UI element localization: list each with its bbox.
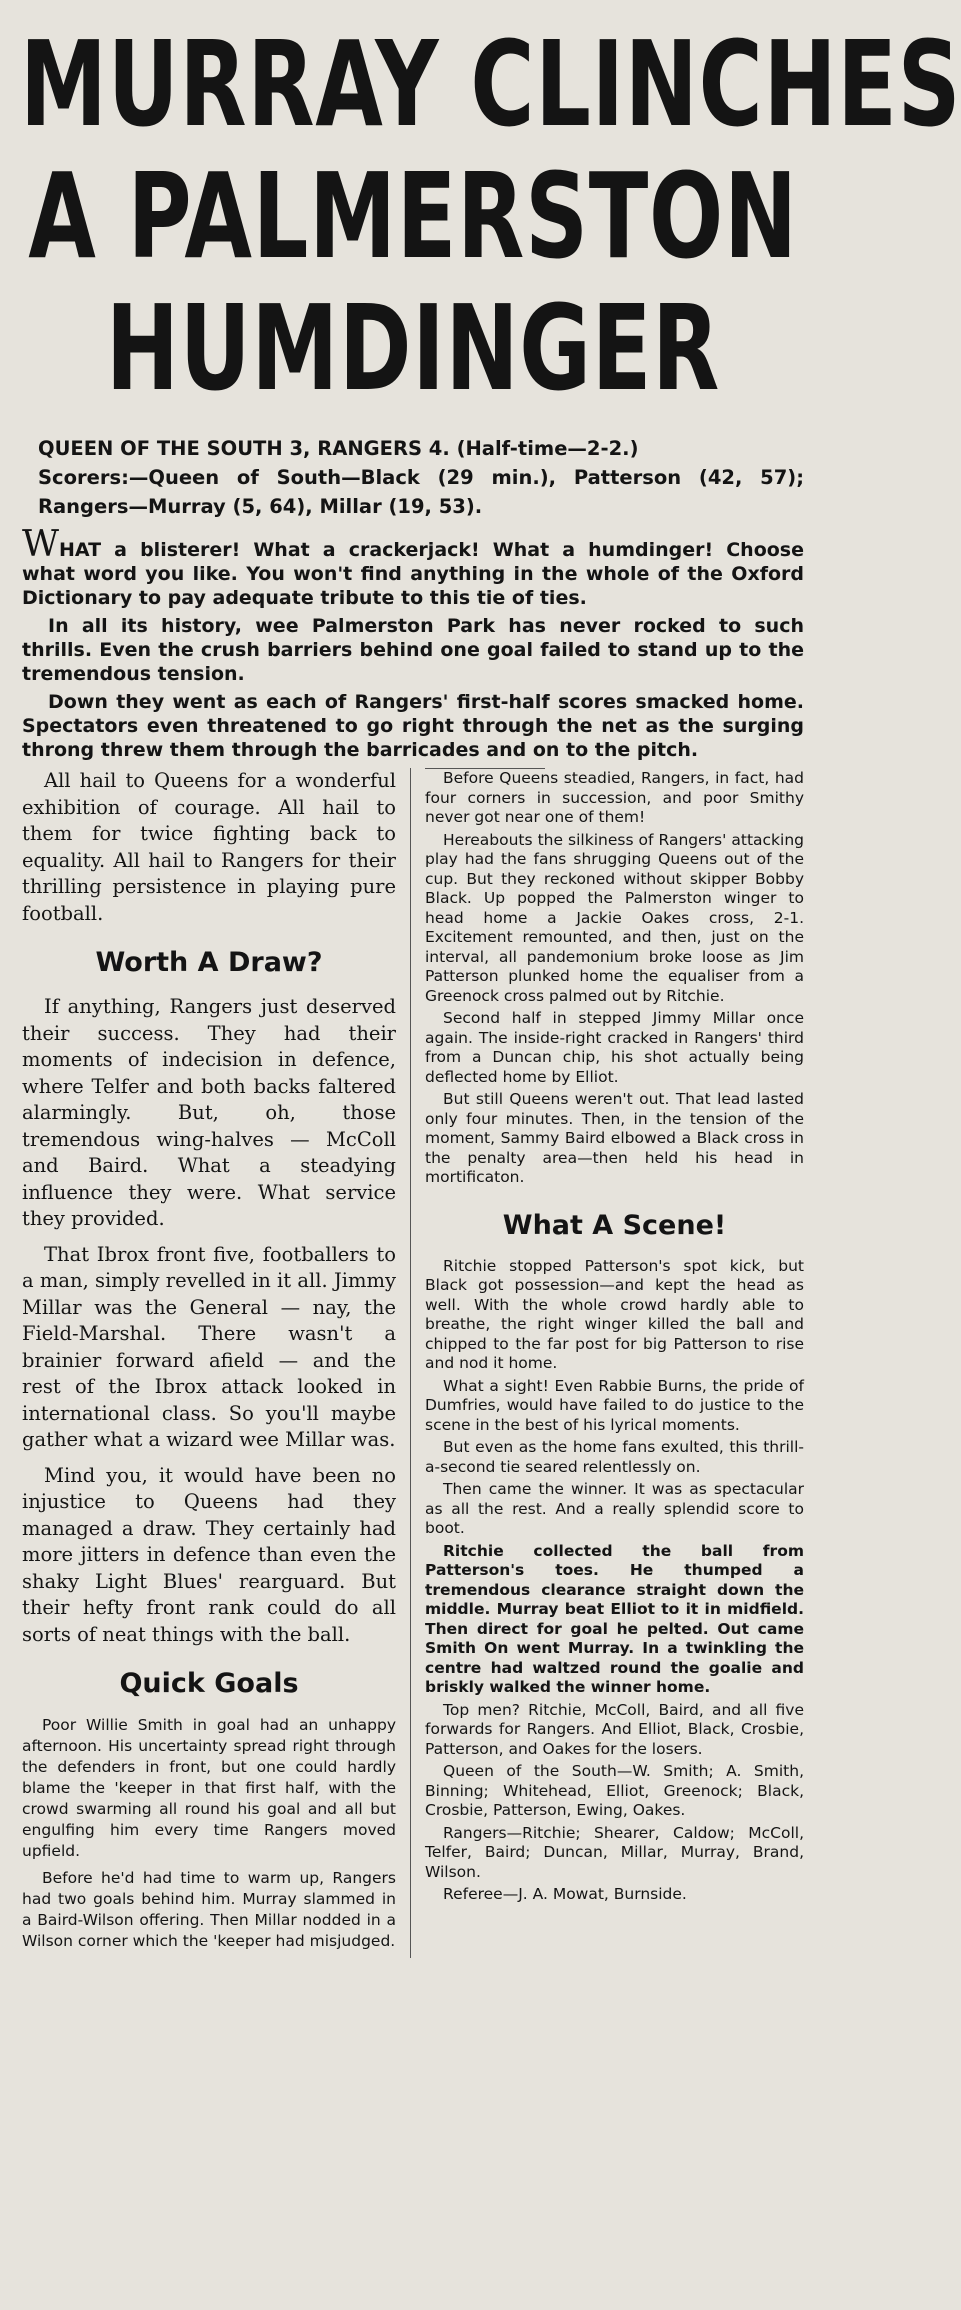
left-paragraph-4: Mind you, it would have been no injustice to Queens had they managed a draw. They certainly had more jitters in defence than even the shaky Light Blues' rearguard. But their hefty front rank could do all sorts of neat things with the ball.: [22, 1463, 396, 1646]
intro-paragraph-2: In all its history, wee Palmerston Park has never rocked to such thrills. Even the crush barriers behind one goal failed to stand up to the tremendous tension.: [22, 615, 804, 685]
subhead-quick-goals: Quick Goals: [119, 1668, 299, 1699]
right-paragraph-1: Before Queens steadied, Rangers, in fact, had four corners in succession, and poor Smithy never got near one of them!: [425, 769, 804, 826]
left-column: [22, 768, 410, 1958]
right-paragraph-5: Ritchie stopped Patterson's spot kick, but Black got possession—and kept the head as well. With the whole crowd hardly able to breathe, the right winger killed the ball and chipped to the far post for big Patterson to rise and nod it home.: [425, 1256, 804, 1372]
subhead-what-a-scene: What A Scene!: [502, 1209, 727, 1241]
scorers: Scorers:—Queen of South—Black (29 min.), Patterson (42, 57); Rangers—Murray (5, 64), Millar (19, 53).: [38, 466, 804, 518]
referee: Referee—J. A. Mowat, Burnside.: [443, 1885, 687, 1903]
right-paragraph-3: Second half in stepped Jimmy Millar once again. The inside-right cracked in Rangers' third from a Duncan chip, his shot actually being deflected home by Elliot.: [425, 1009, 804, 1086]
right-paragraph-4: But still Queens weren't out. That lead lasted only four minutes. Then, in the tension of the moment, Sammy Baird elbowed a Black cross in the penalty area—then held his head in mortificaton.: [425, 1090, 804, 1186]
intro-paragraph-1-text: HAT a blisterer! What a crackerjack! What a humdinger! Choose what word you like. You won't find anything in the whole of the Oxford Dictionary to pay adequate tribute to this tie of ties.: [22, 539, 804, 609]
right-column: [410, 768, 804, 1958]
drop-cap: W: [22, 524, 60, 565]
article-columns: [22, 768, 804, 1958]
left-paragraph-6: Before he'd had time to warm up, Rangers had two goals behind him. Murray slammed in a Baird-Wilson offering. Then Millar nodded in a Wilson corner which the 'keeper had misjudged.: [22, 1869, 396, 1950]
subhead-worth-a-draw: Worth A Draw?: [95, 947, 323, 978]
team-rangers: Rangers—Ritchie; Shearer, Caldow; McColl, Telfer, Baird; Duncan, Millar, Murray, Brand, Wilson.: [425, 1823, 804, 1881]
right-paragraph-2: Hereabouts the silkiness of Rangers' attacking play had the fans shrugging Queens out of the cup. But they reckoned without skipper Bobby Black. Up popped the Palmerston winger to head home a Jackie Oakes cross, 2-1. Excitement remounted, and then, just on the interval, all pandemonium broke loose as Jim Patterson plunked home the equaliser from a Greenock cross palmed out by Ritchie.: [425, 830, 804, 1005]
headline-line-3: HUMDINGER: [105, 279, 721, 417]
headline-line-1: MURRAY CLINCHES: [20, 15, 961, 153]
match-result: QUEEN OF THE SOUTH 3, RANGERS 4. (Half-time—2-2.): [38, 437, 639, 460]
headline-line-2: A PALMERSTON: [28, 147, 798, 285]
headline: [20, 15, 961, 417]
team-queen-of-the-south: Queen of the South—W. Smith; A. Smith, Binning; Whitehead, Elliot, Greenock; Black, Crosbie, Patterson, Ewing, Oakes.: [425, 1762, 804, 1819]
left-paragraph-1: All hail to Queens for a wonderful exhibition of courage. All hail to them for twice fighting back to equality. All hail to Rangers for their thrilling persistence in playing pure football.: [22, 769, 396, 925]
left-paragraph-2: If anything, Rangers just deserved their success. They had their moments of indecision in defence, where Telfer and both backs faltered alarmingly. But, oh, those tremendous wing-halves — McColl and Baird. What a steadying influence they were. What service they provided.: [22, 995, 396, 1230]
right-paragraph-9: Ritchie collected the ball from Patterson's toes. He thumped a tremendous clearance straight down the middle. Murray beat Elliot to it in midfield. Then direct for goal he pelted. Out came Smith On went Murray. In a twinkling the centre had waltzed round the goalie and briskly walked the winner home.: [425, 1541, 804, 1696]
right-paragraph-7: But even as the home fans exulted, this thrill-a-second tie seared relentlessly on.: [425, 1438, 804, 1476]
intro-paragraph-1: [22, 524, 804, 610]
left-paragraph-3: That Ibrox front five, footballers to a man, simply revelled in it all. Jimmy Millar was the General — nay, the Field-Marshal. There wasn't a brainier forward afield — and the rest of the Ibrox attack looked in international class. So you'll maybe gather what a wizard wee Millar was.: [22, 1242, 396, 1451]
intro: [22, 524, 804, 762]
right-paragraph-10: Top men? Ritchie, McColl, Baird, and all five forwards for Rangers. And Elliot, Black, Crosbie, Patterson, and Oakes for the losers.: [425, 1700, 804, 1758]
right-paragraph-6: What a sight! Even Rabbie Burns, the pride of Dumfries, would have failed to do justice to the scene in the best of his lyrical moments.: [425, 1376, 804, 1434]
intro-paragraph-3: Down they went as each of Rangers' first-half scores smacked home. Spectators even threatened to go right through the net as the surging throng threw them through the barricades and on to the pitch.: [22, 691, 804, 761]
right-paragraph-8: Then came the winner. It was as spectacular as all the rest. And a really splendid score to boot.: [425, 1480, 804, 1537]
left-paragraph-5: Poor Willie Smith in goal had an unhappy afternoon. His uncertainty spread right through the defenders in front, but one could hardly blame the 'keeper in that first half, with the crowd swarming all round his goal and all but engulfing him every time Rangers moved upfield.: [22, 1716, 396, 1860]
scoreline: [38, 434, 804, 521]
